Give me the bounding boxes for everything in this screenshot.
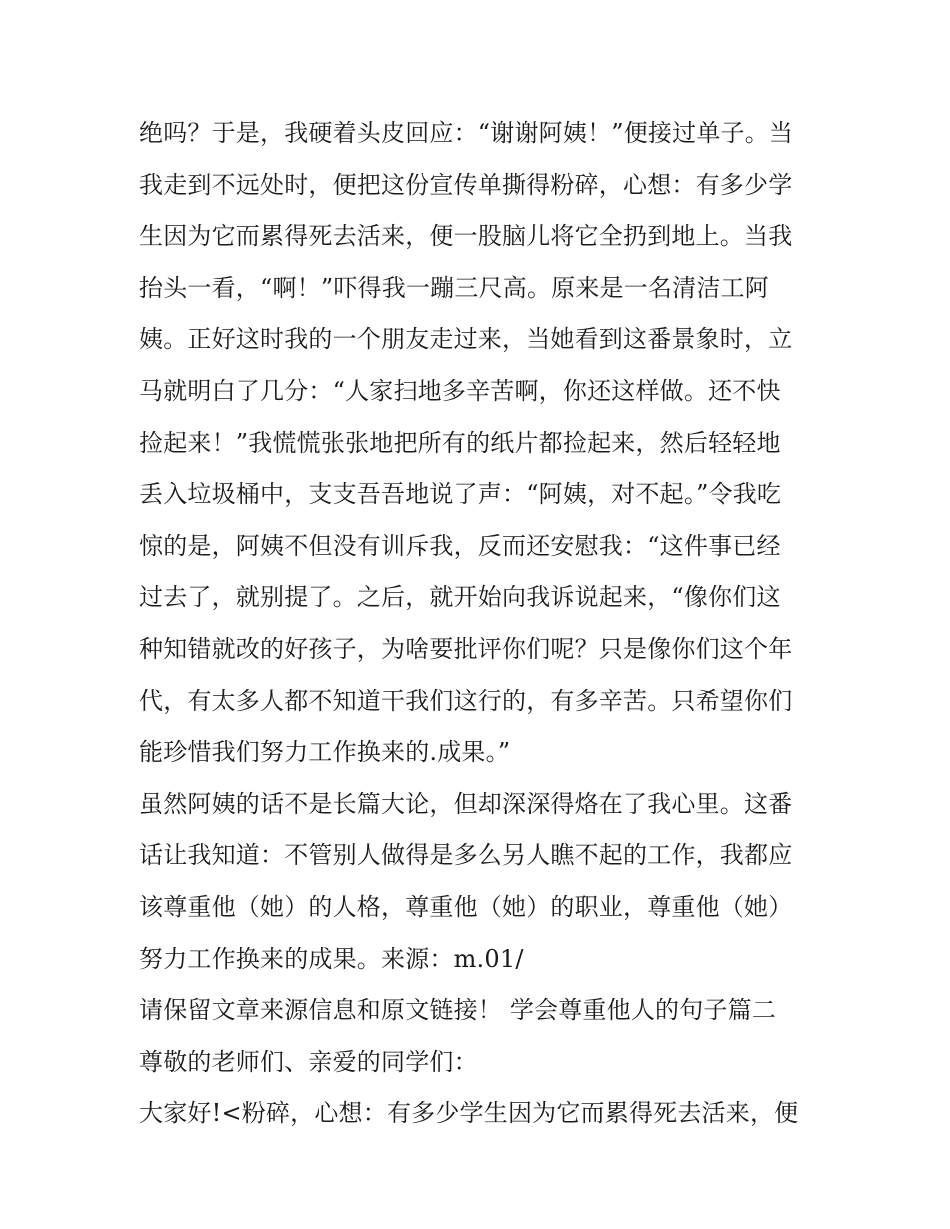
text-line: 努力工作换来的成果。来源：m.01/ (139, 944, 524, 973)
text-line: 大家好!<粉碎，心想：有多少学生因为它而累得死去活来，便 (139, 1099, 799, 1128)
text-line: 惊的是，阿姨不但没有训斥我，反而还安慰我：“这件事已经 (139, 531, 781, 560)
text-line: 尊敬的老师们、亲爱的同学们： (139, 1047, 478, 1076)
text-line: 请保留文章来源信息和原文链接！ 学会尊重他人的句子篇二 (139, 996, 777, 1025)
text-line: 马就明白了几分：“人家扫地多辛苦啊，你还这样做。还不快 (139, 376, 781, 405)
text-line: 话让我知道：不管别人做得是多么另人瞧不起的工作，我都应 (139, 841, 793, 870)
text-line: 该尊重他（她）的人格，尊重他（她）的职业，尊重他（她） (139, 892, 793, 921)
text-line: 生因为它而累得死去活来，便一股脑儿将它全扔到地上。当我 (139, 222, 793, 251)
text-line: 丢入垃圾桶中，支支吾吾地说了声：“阿姨，对不起。”令我吃 (139, 480, 782, 509)
text-line: 抬头一看，“啊！”吓得我一蹦三尺高。原来是一名清洁工阿 (139, 273, 769, 302)
text-line: 姨。正好这时我的一个朋友走过来，当她看到这番景象时，立 (139, 325, 793, 354)
text-line: 我走到不远处时，便把这份宣传单撕得粉碎，心想：有多少学 (139, 170, 793, 199)
text-line: 绝吗？于是，我硬着头皮回应：“谢谢阿姨！”便接过单子。当 (139, 119, 794, 147)
text-line: 过去了，就别提了。之后，就开始向我诉说起来，“像你们这 (139, 583, 781, 612)
text-line: 虽然阿姨的话不是长篇大论，但却深深得烙在了我心里。这番 (139, 789, 793, 818)
text-line: 种知错就改的好孩子，为啥要批评你们呢？只是像你们这个年 (139, 634, 793, 663)
body-text (139, 108, 819, 1140)
text-line: 代，有太多人都不知道干我们这行的，有多辛苦。只希望你们 (139, 686, 793, 715)
text-line: 能珍惜我们努力工作换来的.成果。” (139, 738, 511, 767)
text-line: 捡起来！”我慌慌张张地把所有的纸片都捡起来，然后轻轻地 (139, 428, 781, 457)
